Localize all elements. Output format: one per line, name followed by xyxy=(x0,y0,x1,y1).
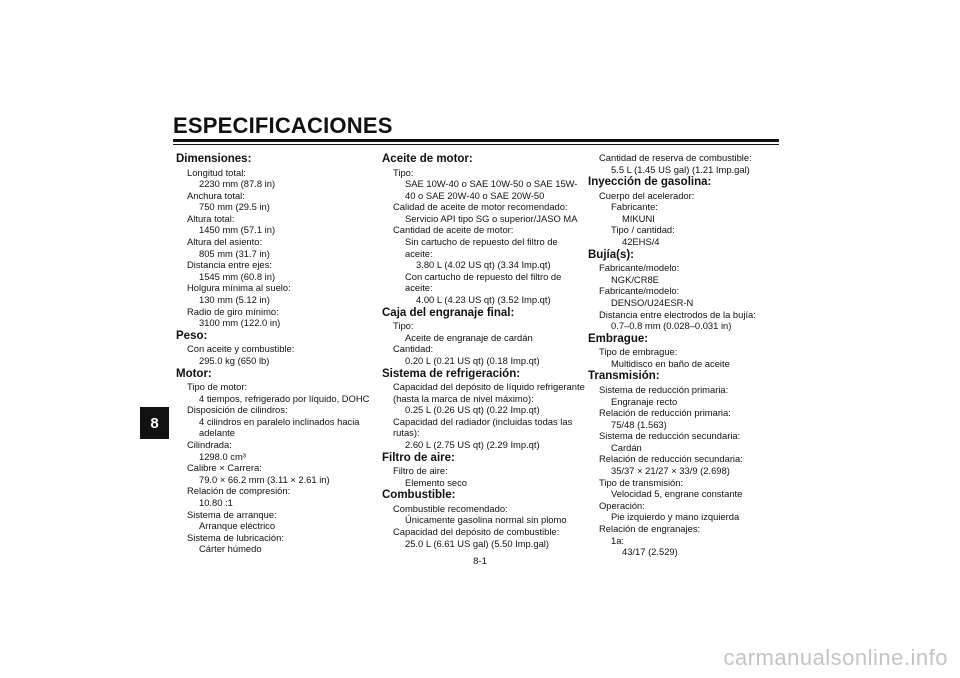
spec-line: Calidad de aceite de motor recomendado: xyxy=(393,201,568,213)
spec-line: Disposición de cilindros: xyxy=(187,404,288,416)
spec-line: 130 mm (5.12 in) xyxy=(199,294,270,306)
spec-line: 1545 mm (60.8 in) xyxy=(199,270,276,282)
page-title: ESPECIFICACIONES xyxy=(173,113,393,138)
spec-line: Sistema de reducción primaria: xyxy=(599,383,729,395)
spec-line: 750 mm (29.5 in) xyxy=(199,201,270,213)
chapter-tab: 8 xyxy=(140,407,169,439)
spec-column-2 xyxy=(382,152,587,549)
spec-line: 5.5 L (1.45 US gal) (1.21 Imp.gal) xyxy=(611,163,750,175)
spec-line: Altura total: xyxy=(187,212,235,224)
spec-line: Capacidad del radiador (incluidas todas las xyxy=(393,415,573,427)
spec-line: Aceite de engranaje de cardán xyxy=(405,331,533,343)
spec-line: Holgura mínima al suelo: xyxy=(187,282,291,294)
section-heading: Peso: xyxy=(176,329,208,342)
spec-line: 4 cilindros en paralelo inclinados hacia xyxy=(199,415,360,427)
spec-line: SAE 10W-40 o SAE 10W-50 o SAE 15W- xyxy=(405,178,578,190)
spec-line: Altura del asiento: xyxy=(187,236,263,248)
spec-line: Tipo: xyxy=(393,320,414,332)
section-heading: Bujía(s): xyxy=(588,248,634,261)
spec-line: Tipo de transmisión: xyxy=(599,476,684,488)
spec-line: Tipo de motor: xyxy=(187,381,248,392)
spec-line: 79.0 × 66.2 mm (3.11 × 2.61 in) xyxy=(199,473,330,485)
spec-line: 0.20 L (0.21 US qt) (0.18 Imp.qt) xyxy=(405,354,540,366)
spec-line: NGK/CR8E xyxy=(611,273,659,285)
section-heading: Filtro de aire: xyxy=(382,451,455,464)
spec-line: 0.25 L (0.26 US qt) (0.22 Imp.qt) xyxy=(405,404,540,416)
spec-line: Sistema de arranque: xyxy=(187,508,277,520)
spec-line: Pie izquierdo y mano izquierda xyxy=(611,511,740,523)
spec-line: Anchura total: xyxy=(187,189,245,201)
spec-line: Con cartucho de repuesto del filtro de xyxy=(405,270,562,282)
spec-line: Sin cartucho de repuesto del filtro de xyxy=(405,236,558,248)
spec-line: Cardán xyxy=(611,441,642,453)
spec-line: Fabricante/modelo: xyxy=(599,262,680,274)
spec-line: Engranaje recto xyxy=(611,395,678,407)
spec-line: Únicamente gasolina normal sin plomo xyxy=(405,514,567,526)
section-heading: Embrague: xyxy=(588,332,649,345)
spec-line: Longitud total: xyxy=(187,166,246,178)
spec-line: DENSO/U24ESR-N xyxy=(611,296,694,308)
spec-line: Relación de reducción secundaria: xyxy=(599,453,743,465)
spec-line: rutas): xyxy=(393,427,420,439)
spec-line: 43/17 (2.529) xyxy=(622,546,678,558)
spec-line: 4 tiempos, refrigerado por líquido, DOHC xyxy=(199,392,370,404)
spec-line: 3.80 L (4.02 US qt) (3.34 Imp.qt) xyxy=(416,259,551,271)
watermark: carmanualsonline.info xyxy=(723,645,948,670)
section-heading: Transmisión: xyxy=(588,370,660,383)
section-heading: Dimensiones: xyxy=(176,153,252,165)
spec-line: 0.7–0.8 mm (0.028–0.031 in) xyxy=(611,320,732,332)
spec-line: Cantidad: xyxy=(393,343,434,355)
spec-line: Sistema de lubricación: xyxy=(187,531,284,543)
section-heading: Caja del engranaje final: xyxy=(382,306,515,319)
spec-line: Cárter húmedo xyxy=(199,543,262,555)
spec-line: Fabricante/modelo: xyxy=(599,285,680,297)
spec-line: Multidisco en baño de aceite xyxy=(611,357,730,369)
spec-line: Elemento seco xyxy=(405,476,468,488)
spec-line: aceite: xyxy=(405,247,433,259)
spec-column-1 xyxy=(176,152,381,555)
spec-line: Velocidad 5, engrane constante xyxy=(611,488,743,500)
spec-column-3 xyxy=(588,152,793,558)
spec-line: Cuerpo del acelerador: xyxy=(599,189,695,201)
spec-line: 2.60 L (2.75 US qt) (2.29 Imp.qt) xyxy=(405,438,540,450)
spec-line: Distancia entre ejes: xyxy=(187,259,272,271)
spec-line: 1450 mm (57.1 in) xyxy=(199,224,276,236)
spec-line: MIKUNI xyxy=(622,212,655,224)
spec-line: Cantidad de reserva de combustible: xyxy=(599,152,752,163)
spec-line: 4.00 L (4.23 US qt) (3.52 Imp.qt) xyxy=(416,294,551,306)
spec-line: 3100 mm (122.0 in) xyxy=(199,317,281,329)
spec-line: Filtro de aire: xyxy=(393,465,448,477)
spec-line: Capacidad del depósito de líquido refrigerante xyxy=(393,381,585,392)
spec-line: 75/48 (1.563) xyxy=(611,418,667,430)
spec-line: 1298.0 cm³ xyxy=(199,450,246,462)
spec-line: Servicio API tipo SG o superior/JASO MA xyxy=(405,212,578,224)
spec-line: 295.0 kg (650 lb) xyxy=(199,354,270,366)
section-heading: Motor: xyxy=(176,367,212,380)
spec-line: Fabricante: xyxy=(611,201,658,213)
spec-line: Arranque eléctrico xyxy=(199,520,276,532)
spec-line: 42EHS/4 xyxy=(622,236,660,248)
spec-line: Sistema de reducción secundaria: xyxy=(599,430,741,442)
page-number: 8-1 xyxy=(473,556,487,567)
spec-line: Cilindrada: xyxy=(187,438,232,450)
spec-line: 40 o SAE 20W-40 o SAE 20W-50 xyxy=(405,189,545,201)
section-heading: Combustible: xyxy=(382,489,456,502)
spec-line: Relación de compresión: xyxy=(187,485,291,497)
spec-line: 1a: xyxy=(611,534,625,546)
spec-line: 805 mm (31.7 in) xyxy=(199,247,270,259)
spec-line: Radio de giro mínimo: xyxy=(187,305,279,317)
spec-line: Capacidad del depósito de combustible: xyxy=(393,525,560,537)
spec-line: Tipo: xyxy=(393,166,414,178)
title-rule-thick xyxy=(173,139,779,142)
spec-line: Relación de reducción primaria: xyxy=(599,407,731,419)
spec-line: Relación de engranajes: xyxy=(599,523,701,535)
spec-line: 10.80 :1 xyxy=(199,496,233,508)
spec-line: (hasta la marca de nivel máximo): xyxy=(393,392,534,404)
title-rule-thin xyxy=(173,144,779,145)
spec-line: 25.0 L (6.61 US gal) (5.50 Imp.gal) xyxy=(405,537,549,549)
spec-line: Combustible recomendado: xyxy=(393,502,508,514)
section-heading: Aceite de motor: xyxy=(382,153,473,165)
spec-line: adelante xyxy=(199,427,235,439)
spec-line: 35/37 × 21/27 × 33/9 (2.698) xyxy=(611,465,730,477)
spec-line: Con aceite y combustible: xyxy=(187,343,295,355)
spec-line: Operación: xyxy=(599,499,645,511)
spec-line: Calibre × Carrera: xyxy=(187,462,262,474)
spec-line: Tipo de embrague: xyxy=(599,346,678,358)
spec-line: Distancia entre electrodos de la bujía: xyxy=(599,308,756,320)
spec-line: Tipo / cantidad: xyxy=(611,224,675,236)
spec-line: aceite: xyxy=(405,282,433,294)
section-heading: Sistema de refrigeración: xyxy=(382,367,521,380)
section-heading: Inyección de gasolina: xyxy=(588,176,712,189)
spec-line: Cantidad de aceite de motor: xyxy=(393,224,514,236)
spec-line: 2230 mm (87.8 in) xyxy=(199,178,276,190)
